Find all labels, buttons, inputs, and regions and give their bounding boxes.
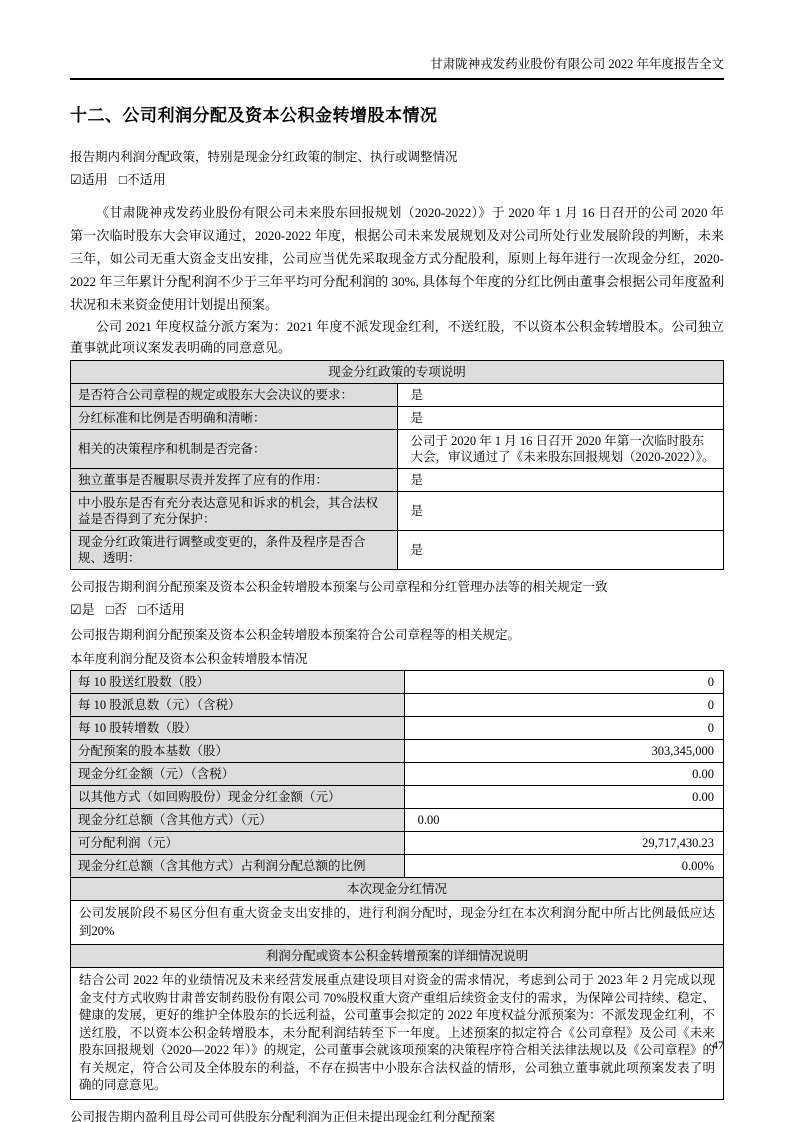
page-number: 47 (712, 1038, 724, 1052)
row-label: 是否符合公司章程的规定或股东大会决议的要求： (71, 384, 398, 407)
table-row (71, 717, 724, 740)
consistency-statement: 公司报告期利润分配预案及资本公积金转增股本预案与公司章程和分红管理办法等的相关规定一致 (70, 580, 608, 594)
paragraph-shareholder-return-plan: 《甘肃陇神戎发药业股份有限公司未来股东回报规划（2020-2022）》于 2020 年 1 月 16 日召开的公司 2020 年第一次临时股东大会审议通过，2020-2022 年度，根据公司未来发展规划及对公司所处行业发展阶段的判断，未来三年，如公司无重大资金支出安排，公司应当优先采取现金方式分配股利，原则上每年进行一次现金分红，2020-2022 年三年累计分配利润不少于三年平均可分配利润的 30%, 具体每个年度的分红比例由董事会根据公司年度盈利状况和未来资金使用计划提出预案。 (70, 205, 724, 312)
paragraph-2021-distribution-plan: 公司 2021 年度权益分派方案为：2021 年度不派发现金红利，不送红股，不以资本公积金转增股本。公司独立董事就此项议案发表明确的同意意见。 (70, 319, 724, 355)
table-header-row (71, 361, 724, 384)
checkbox-no: □否 (105, 602, 127, 617)
checkbox-not-applicable: □不适用 (118, 172, 166, 187)
page-header (70, 57, 724, 80)
row-label: 每 10 股派息数（元）（含税） (71, 694, 405, 717)
row-value: 是 (397, 407, 724, 430)
row-value: 是 (397, 384, 724, 407)
row-label: 现金分红总额（含其他方式）占利润分配总额的比例 (71, 855, 405, 878)
row-label: 中小股东是否有充分表达意见和诉求的机会，其合法权益是否得到了充分保护： (71, 492, 398, 531)
cash-dividend-section-header: 本次现金分红情况 (71, 878, 724, 901)
table-row (71, 809, 724, 832)
row-label: 现金分红总额（含其他方式）（元） (71, 809, 405, 832)
row-value: 303,345,000 (404, 740, 723, 763)
checkbox-applicable: ☑适用 (70, 172, 108, 187)
row-label: 相关的决策程序和机制是否完备： (71, 430, 398, 469)
row-label: 分配预案的股本基数（股） (71, 740, 405, 763)
applicability-checkboxes (70, 171, 724, 188)
detail-section-header: 利润分配或资本公积金转增预案的详细情况说明 (71, 945, 724, 968)
consistency-checkboxes (70, 601, 724, 618)
row-value: 29,717,430.23 (404, 832, 723, 855)
cash-dividend-section-body-row (71, 901, 724, 945)
table-row (71, 671, 724, 694)
detail-section-header-row (71, 945, 724, 968)
table1-title-cell: 现金分红政策的专项说明 (71, 361, 724, 384)
row-value: 0 (404, 717, 723, 740)
detail-section-body: 结合公司 2022 年的业绩情况及未来经营发展重点建设项目对资金的需求情况，考虑到公司于 2023 年 2 月完成以现金支付方式收购甘肃普安制药股份有限公司 70%股权重大资产重组后续资金支付的需求，为保障公司持续、稳定、健康的发展，更好的维护全体股东的长远利益，公司董事会拟定的 2022 年度权益分派预案为：不派发现金红利，不送红股，不以资本公积金转增股本，未分配利润结转至下一年度。上述预案的拟定符合《公司章程》及公司《未来股东回报规划（2020—2022 年）》的规定，公司董事会就该项预案的决策程序符合相关法律法规以及《公司章程》的有关规定，符合公司及全体股东的利益，不存在损害中小股东合法权益的情形，公司独立董事就此项预案发表了明确的同意意见。 (71, 968, 724, 1100)
row-label: 分红标准和比例是否明确和清晰： (71, 407, 398, 430)
compliance-statement: 公司报告期利润分配预案及资本公积金转增股本预案符合公司章程等的相关规定。 (70, 628, 521, 642)
table-row (71, 855, 724, 878)
cash-dividend-policy-table (70, 360, 724, 570)
table-row (71, 832, 724, 855)
table-row (71, 763, 724, 786)
profit-no-dividend-statement: 公司报告期内盈利且母公司可供股东分配利润为正但未提出现金红利分配预案 (70, 1109, 496, 1122)
table2-caption: 本年度利润分配及资本公积金转增股本情况 (70, 652, 308, 666)
row-value: 是 (397, 492, 724, 531)
section-title: 十二、公司利润分配及资本公积金转增股本情况 (70, 106, 438, 125)
row-label: 以其他方式（如回购股份）现金分红金额（元） (71, 786, 405, 809)
row-label: 可分配利润（元） (71, 832, 405, 855)
table-row (71, 407, 724, 430)
row-label: 现金分红政策进行调整或变更的，条件及程序是否合规、透明： (71, 531, 398, 570)
checkbox-not-applicable: □不适用 (138, 602, 185, 617)
table-row (71, 531, 724, 570)
table-row (71, 786, 724, 809)
row-value: 0.00 (404, 786, 723, 809)
table-row (71, 430, 724, 469)
table-row (71, 492, 724, 531)
table-row (71, 469, 724, 492)
row-label: 每 10 股转增数（股） (71, 717, 405, 740)
row-value: 0.00 (404, 763, 723, 786)
checkbox-yes: ☑是 (70, 602, 95, 617)
detail-section-body-row (71, 968, 724, 1100)
row-value: 是 (397, 531, 724, 570)
profit-distribution-table (70, 670, 724, 1100)
row-label: 现金分红金额（元）（含税） (71, 763, 405, 786)
row-label: 每 10 股送红股数（股） (71, 671, 405, 694)
row-value: 是 (397, 469, 724, 492)
row-value: 0 (404, 671, 723, 694)
policy-intro-line: 报告期内利润分配政策，特别是现金分红政策的制定、执行或调整情况 (70, 150, 458, 164)
table-row (71, 740, 724, 763)
row-value: 公司于 2020 年 1 月 16 日召开 2020 年第一次临时股东大会，审议通过了《未来股东回报规划（2020-2022）》。 (397, 430, 724, 469)
header-title: 甘肃陇神戎发药业股份有限公司 2022 年年度报告全文 (430, 57, 724, 71)
table-row (71, 694, 724, 717)
table-row (71, 384, 724, 407)
cash-dividend-section-header-row (71, 878, 724, 901)
row-label: 独立董事是否履职尽责并发挥了应有的作用： (71, 469, 398, 492)
row-value: 0 (404, 694, 723, 717)
row-value: 0.00% (404, 855, 723, 878)
row-value: 0.00 (404, 809, 723, 832)
cash-dividend-section-body: 公司发展阶段不易区分但有重大资金支出安排的，进行利润分配时，现金分红在本次利润分配中所占比例最低应达到20% (71, 901, 724, 945)
